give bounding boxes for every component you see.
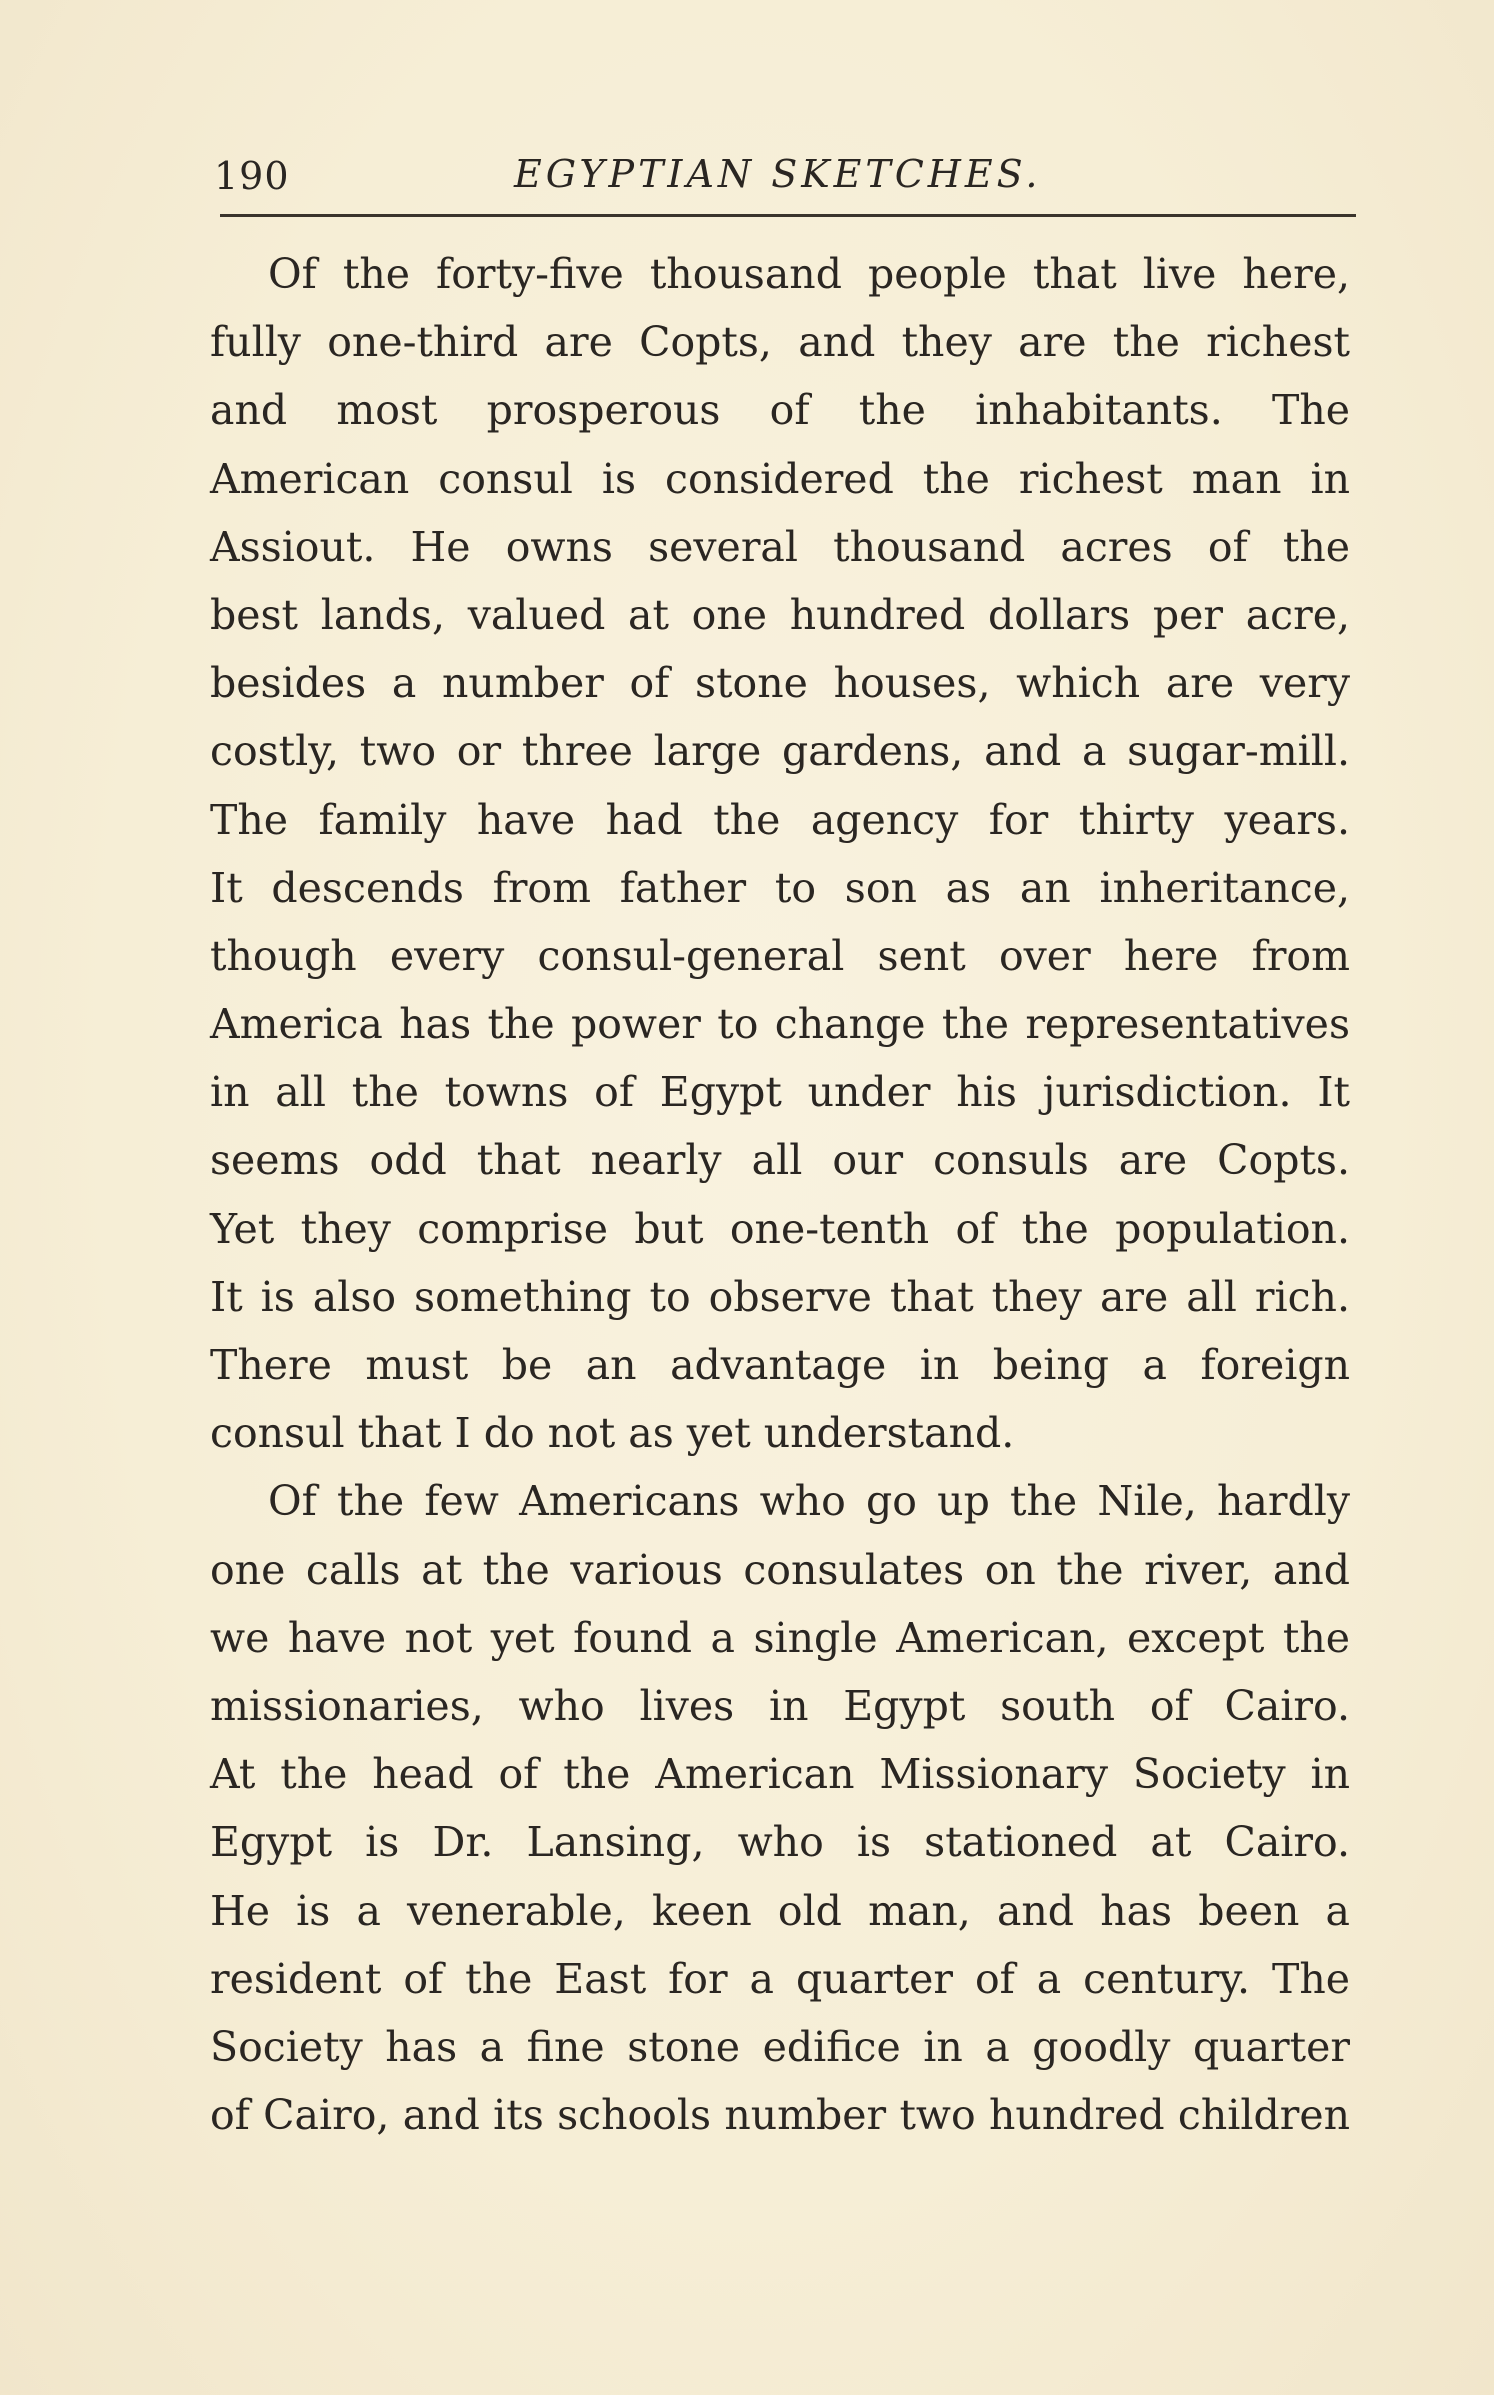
body-text <box>210 240 1350 2149</box>
text-line: seems odd that nearly all our consuls are Copts. <box>210 1136 1350 1185</box>
text-line: in all the towns of Egypt under his jurisdiction. It <box>210 1068 1350 1117</box>
text-line: Of the few Americans who go up the Nile, hardly <box>268 1477 1350 1526</box>
running-title: EGYPTIAN SKETCHES. <box>514 152 1042 196</box>
text-line: At the head of the American Missionary Society in <box>210 1750 1350 1799</box>
text-line: It descends from father to son as an inheritance, <box>210 863 1350 912</box>
text-line: He is a venerable, keen old man, and has been a <box>210 1886 1350 1935</box>
text-line: consul that I do not as yet understand. <box>210 1409 1015 1458</box>
running-head <box>214 148 1354 208</box>
text-line: Egypt is Dr. Lansing, who is stationed at Cairo. <box>210 1818 1350 1867</box>
text-line: America has the power to change the representatives <box>210 1000 1350 1049</box>
text-line: though every consul-general sent over here from <box>210 931 1350 980</box>
text-line: missionaries, who lives in Egypt south of Cairo. <box>210 1681 1350 1730</box>
text-line: American consul is considered the richest man in <box>210 454 1350 503</box>
text-line: Yet they comprise but one-tenth of the population. <box>210 1204 1350 1253</box>
page-number: 190 <box>214 154 290 198</box>
text-line: Assiout. He owns several thousand acres of the <box>210 522 1350 571</box>
text-line: It is also something to observe that they are all rich. <box>210 1272 1350 1321</box>
text-line: fully one-third are Copts, and they are the richest <box>210 318 1350 367</box>
text-line: of Cairo, and its schools number two hundred children <box>210 2091 1350 2140</box>
text-line: resident of the East for a quarter of a century. The <box>210 1954 1350 2003</box>
text-line: one calls at the various consulates on the river, and <box>210 1545 1350 1594</box>
text-line: The family have had the agency for thirty years. <box>210 795 1350 844</box>
header-rule <box>220 214 1356 217</box>
text-line: and most prosperous of the inhabitants. The <box>210 386 1350 435</box>
text-line: Society has a fine stone edifice in a goodly quarter <box>210 2022 1350 2071</box>
text-line: besides a number of stone houses, which are very <box>210 659 1350 708</box>
text-line: Of the forty-five thousand people that live here, <box>268 250 1350 298</box>
text-line: costly, two or three large gardens, and a sugar-mill. <box>210 727 1350 776</box>
text-line: we have not yet found a single American, except the <box>210 1613 1350 1662</box>
text-line: There must be an advantage in being a foreign <box>210 1341 1350 1389</box>
text-line: best lands, valued at one hundred dollars per acre, <box>210 590 1350 639</box>
